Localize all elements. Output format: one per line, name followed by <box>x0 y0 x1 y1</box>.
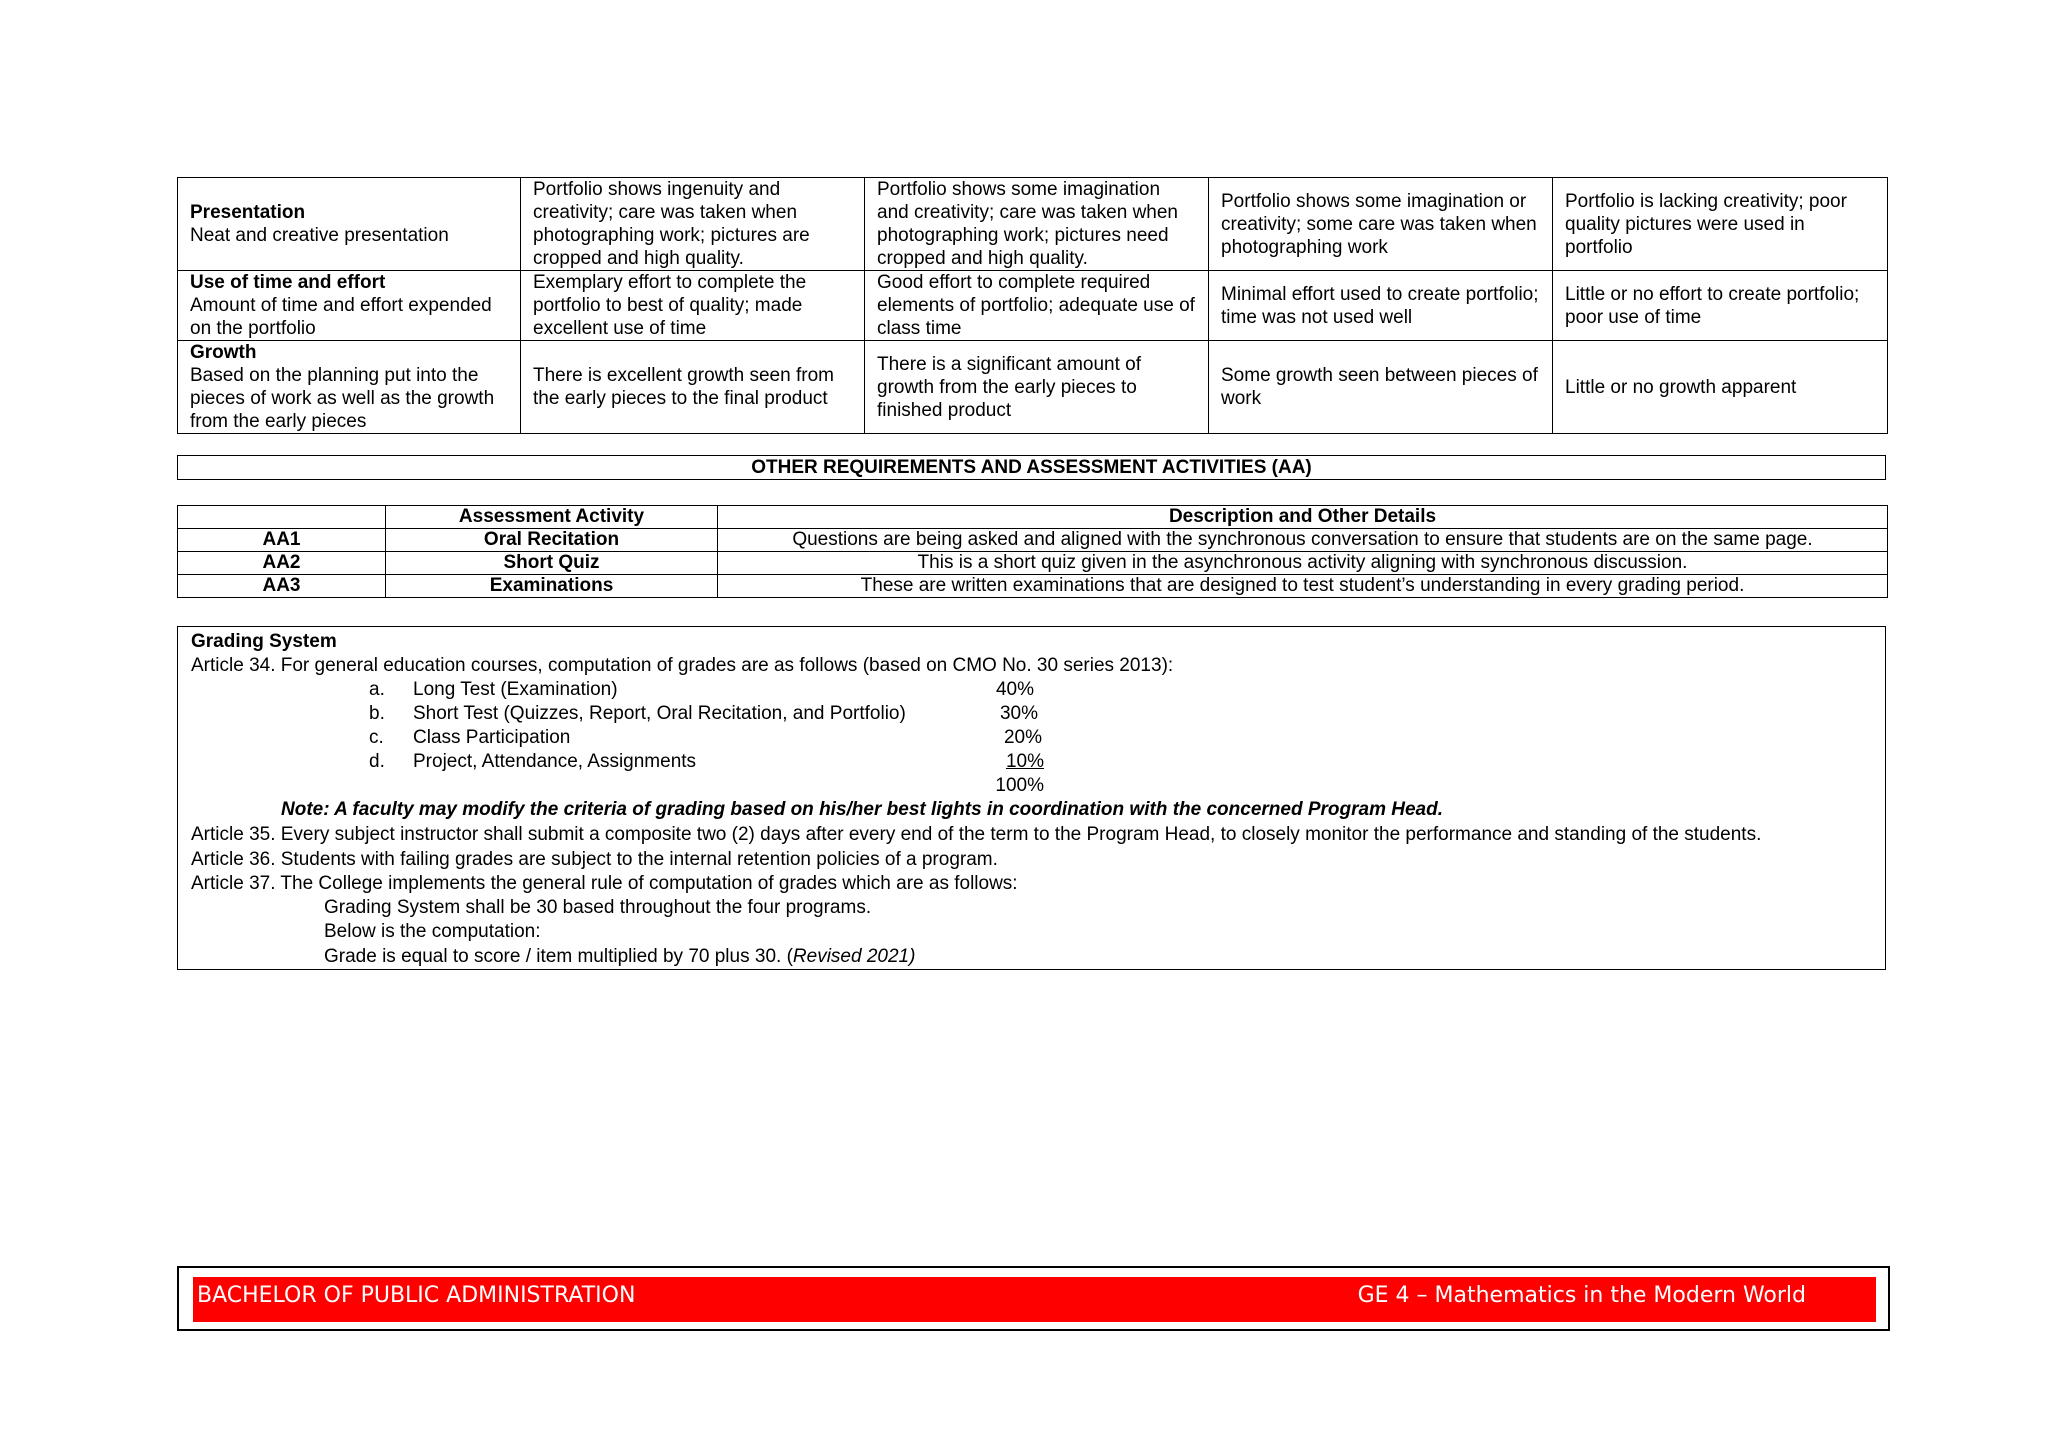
rubric-table <box>177 177 1888 434</box>
level-cell: Portfolio shows some imagination and creativity; care was taken when photographing work; pictures need cropped and high quality. <box>865 178 1209 271</box>
table-header-row <box>178 506 1888 529</box>
aa-code: AA1 <box>178 529 386 552</box>
list-text: Project, Attendance, Assignments <box>413 751 697 772</box>
level-cell: Portfolio shows ingenuity and creativity; care was taken when photographing work; pictures are cropped and high quality. <box>521 178 865 271</box>
table-row <box>178 552 1888 575</box>
aa-code: AA3 <box>178 575 386 598</box>
program-name: BACHELOR OF PUBLIC ADMINISTRATION <box>197 1283 636 1308</box>
level-cell: There is excellent growth seen from the early pieces to the final product <box>521 341 865 434</box>
table-row <box>178 575 1888 598</box>
rubric-row <box>178 271 1888 341</box>
aa-code: AA2 <box>178 552 386 575</box>
revision-note: Revised 2021) <box>792 946 916 967</box>
column-header: Description and Other Details <box>718 506 1888 529</box>
grading-note: Note: A faculty may modify the criteria of grading based on his/her best lights in coordination with the concerned Program Head. <box>281 799 1443 820</box>
column-header: Assessment Activity <box>386 506 718 529</box>
grading-formula-line <box>324 945 915 968</box>
article-37: Article 37. The College implements the general rule of computation of grades which are as follows: <box>191 873 1018 894</box>
list-percent: 10% <box>1005 751 1044 772</box>
grading-rule-line: Below is the computation: <box>324 921 541 942</box>
aa-description: These are written examinations that are designed to test student’s understanding in every grading period. <box>718 575 1888 598</box>
rubric-row <box>178 341 1888 434</box>
criterion-description: Amount of time and effort expended on the portfolio <box>190 295 492 339</box>
criterion-cell <box>178 271 521 341</box>
criterion-title: Growth <box>190 342 257 363</box>
list-text: Long Test (Examination) <box>413 679 618 700</box>
list-letter: d. <box>369 751 385 772</box>
criterion-cell <box>178 341 521 434</box>
grading-system-title: Grading System <box>191 631 337 652</box>
grading-total: 100% <box>995 775 1044 796</box>
assessment-activities-table <box>177 505 1888 598</box>
aa-activity: Oral Recitation <box>386 529 718 552</box>
course-title: GE 4 – Mathematics in the Modern World <box>1357 1283 1806 1308</box>
list-percent: 20% <box>1003 727 1042 748</box>
footer-bar <box>193 1277 1876 1322</box>
level-cell: Minimal effort used to create portfolio; time was not used well <box>1209 271 1553 341</box>
article-34: Article 34. For general education courses, computation of grades are as follows (based on CMO No. 30 series 2013): <box>191 655 1174 676</box>
aa-description: This is a short quiz given in the asynchronous activity aligning with synchronous discussion. <box>718 552 1888 575</box>
level-cell: There is a significant amount of growth from the early pieces to finished product <box>865 341 1209 434</box>
table-row <box>178 529 1888 552</box>
grading-formula: Grade is equal to score / item multiplied by 70 plus 30. ( <box>324 946 793 967</box>
criterion-description: Neat and creative presentation <box>190 225 449 246</box>
aa-description: Questions are being asked and aligned with the synchronous conversation to ensure that students are on the same page. <box>718 529 1888 552</box>
article-35: Article 35. Every subject instructor shall submit a composite two (2) days after every end of the term to the Program Head, to closely monitor the performance and standing of the students. <box>191 824 1762 845</box>
grading-system-section <box>177 626 1886 970</box>
list-text: Class Participation <box>413 727 571 748</box>
criterion-description: Based on the planning put into the pieces of work as well as the growth from the early pieces <box>190 365 495 432</box>
criterion-title: Presentation <box>190 202 306 223</box>
criterion-title: Use of time and effort <box>190 272 386 293</box>
level-cell: Good effort to complete required elements of portfolio; adequate use of class time <box>865 271 1209 341</box>
list-letter: c. <box>369 727 384 748</box>
list-text: Short Test (Quizzes, Report, Oral Recitation, and Portfolio) <box>413 703 906 724</box>
level-cell: Portfolio is lacking creativity; poor quality pictures were used in portfolio <box>1553 178 1888 271</box>
aa-activity: Examinations <box>386 575 718 598</box>
grading-rule-line: Grading System shall be 30 based throughout the four programs. <box>324 897 872 918</box>
list-percent: 30% <box>999 703 1038 724</box>
list-letter: a. <box>369 679 385 700</box>
list-percent: 40% <box>995 679 1034 700</box>
article-36: Article 36. Students with failing grades are subject to the internal retention policies of a program. <box>191 849 998 870</box>
list-letter: b. <box>369 703 385 724</box>
level-cell: Little or no growth apparent <box>1553 341 1888 434</box>
criterion-cell <box>178 178 521 271</box>
level-cell: Little or no effort to create portfolio; poor use of time <box>1553 271 1888 341</box>
rubric-row <box>178 178 1888 271</box>
page-footer <box>177 1266 1890 1331</box>
other-requirements-title: OTHER REQUIREMENTS AND ASSESSMENT ACTIVITIES (AA) <box>177 455 1886 480</box>
level-cell: Portfolio shows some imagination or creativity; some care was taken when photographing work <box>1209 178 1553 271</box>
column-header <box>178 506 386 529</box>
level-cell: Exemplary effort to complete the portfolio to best of quality; made excellent use of time <box>521 271 865 341</box>
level-cell: Some growth seen between pieces of work <box>1209 341 1553 434</box>
aa-activity: Short Quiz <box>386 552 718 575</box>
